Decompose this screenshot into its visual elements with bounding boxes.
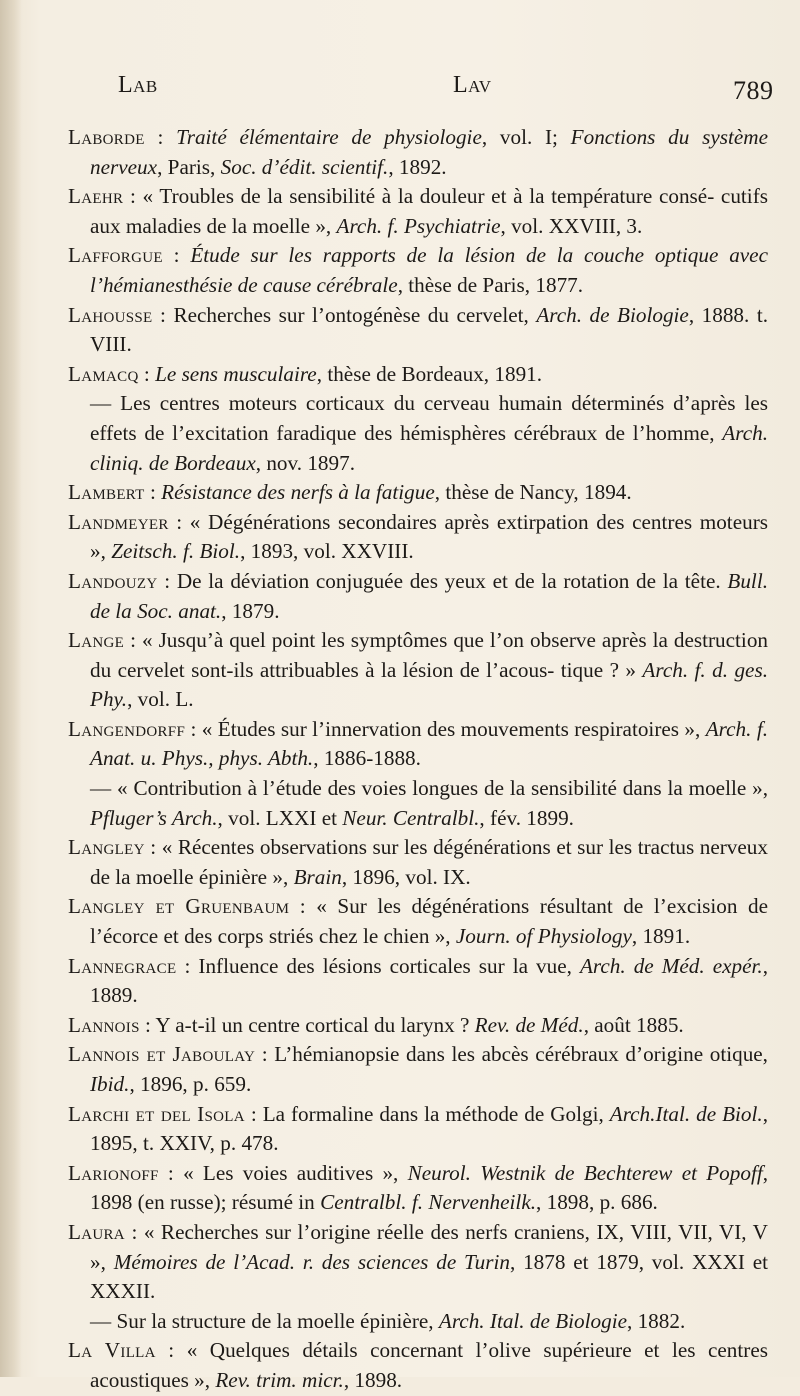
bibliography-entry — [68, 1159, 768, 1218]
entry-text: Y a-t-il un centre cortical du larynx ? — [155, 1012, 475, 1037]
entry-text: , thèse de Paris, 1877. — [397, 272, 584, 297]
entry-author: Laura — [68, 1219, 125, 1244]
entry-italic-text: Arch. f. Psychiatrie — [336, 213, 501, 238]
bibliography-entry — [68, 182, 768, 241]
entry-italic-text: Traité élémentaire de physiologie — [176, 125, 482, 149]
bibliography-entry — [68, 241, 768, 300]
entry-author: Landmeyer — [68, 509, 169, 534]
entry-italic-text: Rev. trim. micr. — [215, 1367, 344, 1392]
entry-author: La Villa — [68, 1338, 156, 1363]
entry-italic-text: Mémoires de l’Acad. r. des sciences de Turin — [113, 1249, 510, 1274]
entry-separator: : — [185, 716, 202, 741]
entry-text: , 1898, p. 686. — [536, 1190, 658, 1215]
entry-text: Les centres moteurs corticaux du cerveau humain déterminés d’après les effets de l’excitation faradique des hémisphères cérébraux de l’homme, — [90, 391, 769, 445]
bibliography-entry — [68, 715, 768, 774]
bibliography-entry — [68, 892, 768, 951]
entry-italic-text: Neur. Centralbl. — [342, 805, 480, 830]
entry-separator: : — [157, 568, 177, 593]
entry-dash: — — [90, 1308, 117, 1333]
bibliography-entry — [68, 301, 768, 360]
entry-separator: : — [124, 628, 142, 653]
entry-italic-text: Fonctions du système nerveux — [90, 125, 768, 179]
entry-author: Langley et Gruenbaum — [68, 894, 290, 919]
entry-author: Lannois — [68, 1012, 140, 1037]
entry-separator: : — [162, 243, 191, 268]
entry-text: « Les voies auditives », — [183, 1160, 408, 1185]
entry-author: Larionoff — [68, 1160, 159, 1185]
entry-author: Lannois et Jaboulay — [68, 1042, 256, 1067]
entry-italic-text: Arch. de Méd. expér. — [579, 953, 763, 978]
entry-separator: : — [144, 835, 162, 860]
entry-text: , 1889. — [90, 953, 768, 1008]
entry-text: , thèse de Bordeaux, 1891. — [316, 361, 543, 386]
entry-text: Influence des lésions corticales sur la vue, — [198, 953, 580, 978]
running-head — [0, 72, 800, 112]
entry-text: Sur la structure de la moelle épinière, — [116, 1308, 439, 1333]
entry-author: Laehr — [68, 184, 124, 209]
entry-italic-text: Arch. Ital. de Biologie — [438, 1308, 627, 1333]
entry-text: « Récentes observations sur les dégénérations et sur les tractus nerveux de la moelle épinière », — [90, 835, 768, 889]
bibliography-entry — [68, 123, 768, 182]
bibliography-entry — [68, 1100, 768, 1159]
bibliography-entry — [68, 508, 768, 567]
bibliography-entry — [68, 1336, 768, 1395]
entry-italic-text: Résistance des nerfs à la fatigue — [161, 480, 435, 505]
bibliography-entry — [68, 389, 768, 478]
entry-separator: : — [138, 361, 156, 386]
entry-dash: — — [90, 776, 118, 801]
entry-author: Lange — [68, 628, 125, 653]
entry-text: , nov. 1897. — [255, 450, 355, 475]
bibliography-entry — [68, 1307, 768, 1337]
entry-author: Langley — [68, 835, 145, 860]
entry-separator: : — [152, 302, 174, 327]
entry-italic-text: Pfluger’s Arch. — [90, 805, 218, 830]
bibliography-entry — [68, 952, 768, 1011]
entry-separator: : — [124, 1219, 144, 1244]
entry-italic-text: Centralbl. f. Nervenheilk. — [320, 1190, 537, 1215]
bibliography-entry — [68, 360, 768, 390]
entry-text: , 1896, vol. IX. — [341, 864, 471, 889]
entry-text: , 1896, p. 659. — [129, 1072, 252, 1096]
entry-italic-text: Étude sur les rapports de la lésion de la couche optique avec l’hémianesthésie de cause cérébrale — [90, 243, 768, 297]
entry-text: , 1879. — [221, 598, 280, 623]
entry-author: Lannegrace — [68, 953, 177, 978]
entry-author: Lahousse — [68, 302, 153, 327]
entry-text: « Jusqu’à quel point les symptômes que l’on observe après la destruction du cervelet sont-ils attribuables à la lésion de l’acous- tique ? » — [90, 628, 769, 682]
entry-separator: : — [244, 1101, 263, 1126]
running-head-left: Lab — [118, 72, 158, 98]
entry-italic-text: Arch.Ital. de Biol. — [609, 1101, 763, 1126]
entry-italic-text: Arch. de Biologie — [536, 302, 689, 327]
entry-text: « Dégénérations secondaires après extirpation des centres moteurs », — [90, 509, 768, 564]
entry-italic-text: Soc. d’édit. scientif. — [220, 154, 389, 179]
entry-text: , thèse de Nancy, 1894. — [434, 480, 632, 505]
bibliography-list — [68, 123, 768, 1396]
entry-text: , Paris, — [157, 154, 221, 179]
entry-separator: : — [255, 1042, 275, 1067]
entry-text: , 1886-1888. — [313, 746, 421, 771]
entry-italic-text: Arch. f. d. ges. Phy. — [90, 657, 768, 712]
entry-italic-text: Arch. f. Anat. u. Phys., phys. Abth. — [90, 716, 768, 771]
entry-author: Lafforgue — [68, 243, 163, 268]
entry-text: Recherches sur l’ontogénèse du cervelet, — [173, 302, 537, 327]
entry-separator: : — [139, 1012, 156, 1037]
entry-dash: — — [90, 391, 121, 416]
bibliography-entry — [68, 1040, 768, 1099]
entry-text: La formaline dans la méthode de Golgi, — [262, 1101, 610, 1126]
entry-italic-text: Bull. de la Soc. anat. — [90, 568, 768, 623]
bibliography-entry — [68, 626, 768, 715]
bibliography-entry — [68, 567, 768, 626]
book-gutter-shadow — [0, 0, 22, 1377]
entry-text: , 1878 et 1879, vol. XXXI et XXXII. — [90, 1249, 769, 1304]
entry-italic-text: Journ. of Physiology — [455, 924, 632, 949]
entry-text: , fév. 1899. — [479, 805, 574, 830]
entry-italic-text: Brain — [293, 864, 342, 889]
entry-italic-text: Rev. de Méd. — [474, 1012, 584, 1037]
entry-separator: : — [289, 894, 317, 919]
entry-author: Landouzy — [68, 568, 158, 593]
entry-text: , août 1885. — [583, 1012, 684, 1037]
entry-separator: : — [123, 184, 143, 209]
page-number: 789 — [733, 76, 774, 105]
entry-text: , vol. XXVIII, 3. — [500, 213, 643, 238]
entry-text: « Troubles de la sensibilité à la douleur et à la température consé- cutifs aux maladies de la moelle », — [90, 184, 768, 238]
bibliography-entry — [68, 478, 768, 508]
entry-italic-text: Arch. cliniq. de Bordeaux — [90, 420, 768, 475]
entry-text: « Études sur l’innervation des mouvements respiratoires », — [201, 716, 706, 741]
entry-italic-text: Zeitsch. f. Biol. — [111, 539, 241, 564]
entry-text: « Contribution à l’étude des voies longues de la sensibilité dans la moelle », — [117, 776, 768, 801]
entry-text: « Sur les dégénérations résultant de l’excision de l’écorce et des corps striés chez le chien », — [90, 894, 768, 949]
entry-author: Langendorff — [68, 716, 186, 741]
entry-author: Lamacq — [68, 361, 139, 386]
entry-text: De la déviation conjuguée des yeux et de la rotation de la tête. — [176, 568, 728, 593]
entry-text: , 1895, t. XXIV, p. 478. — [90, 1101, 768, 1156]
entry-text: , vol. L. — [127, 687, 194, 712]
bibliography-entry — [68, 774, 768, 833]
entry-text: , 1898. — [343, 1367, 403, 1392]
entry-text: « Recherches sur l’origine réelle des nerfs craniens, IX, VIII, VII, VI, V », — [90, 1219, 768, 1274]
entry-italic-text: Neurol. Westnik de Bechterew et Popoff — [407, 1160, 763, 1185]
running-head-center: Lav — [453, 72, 492, 98]
entry-text: , 1888. t. VIII. — [90, 302, 769, 357]
bibliography-entry — [68, 833, 768, 892]
entry-separator: : — [176, 953, 199, 978]
entry-separator: : — [144, 125, 177, 149]
entry-text: « Quelques détails concernant l’olive supérieure et les centres acoustiques », — [90, 1338, 768, 1392]
entry-separator: : — [144, 480, 162, 505]
bibliography-entry — [68, 1218, 768, 1307]
entry-text: , 1893, vol. XXVIII. — [240, 539, 414, 564]
entry-author: Laborde — [68, 125, 145, 149]
entry-text: , 1891. — [631, 924, 691, 949]
entry-text: , vol. I; — [481, 125, 571, 149]
entry-separator: : — [168, 509, 190, 534]
entry-text: , vol. LXXI et — [217, 805, 343, 830]
entry-text: , 1882. — [626, 1308, 686, 1333]
entry-author: Larchi et del Isola — [68, 1101, 245, 1126]
entry-text: , 1892. — [388, 154, 447, 179]
entry-text: L’hémianopsie dans les abcès cérébraux d’origine otique, — [274, 1042, 768, 1067]
entry-separator: : — [158, 1160, 184, 1185]
bibliography-entry — [68, 1011, 768, 1041]
entry-author: Lambert — [68, 480, 145, 505]
entry-italic-text: Le sens musculaire — [155, 361, 317, 386]
entry-italic-text: Ibid. — [90, 1072, 130, 1096]
entry-text: , 1898 (en russe); résumé in — [90, 1160, 769, 1215]
entry-separator: : — [155, 1338, 187, 1363]
